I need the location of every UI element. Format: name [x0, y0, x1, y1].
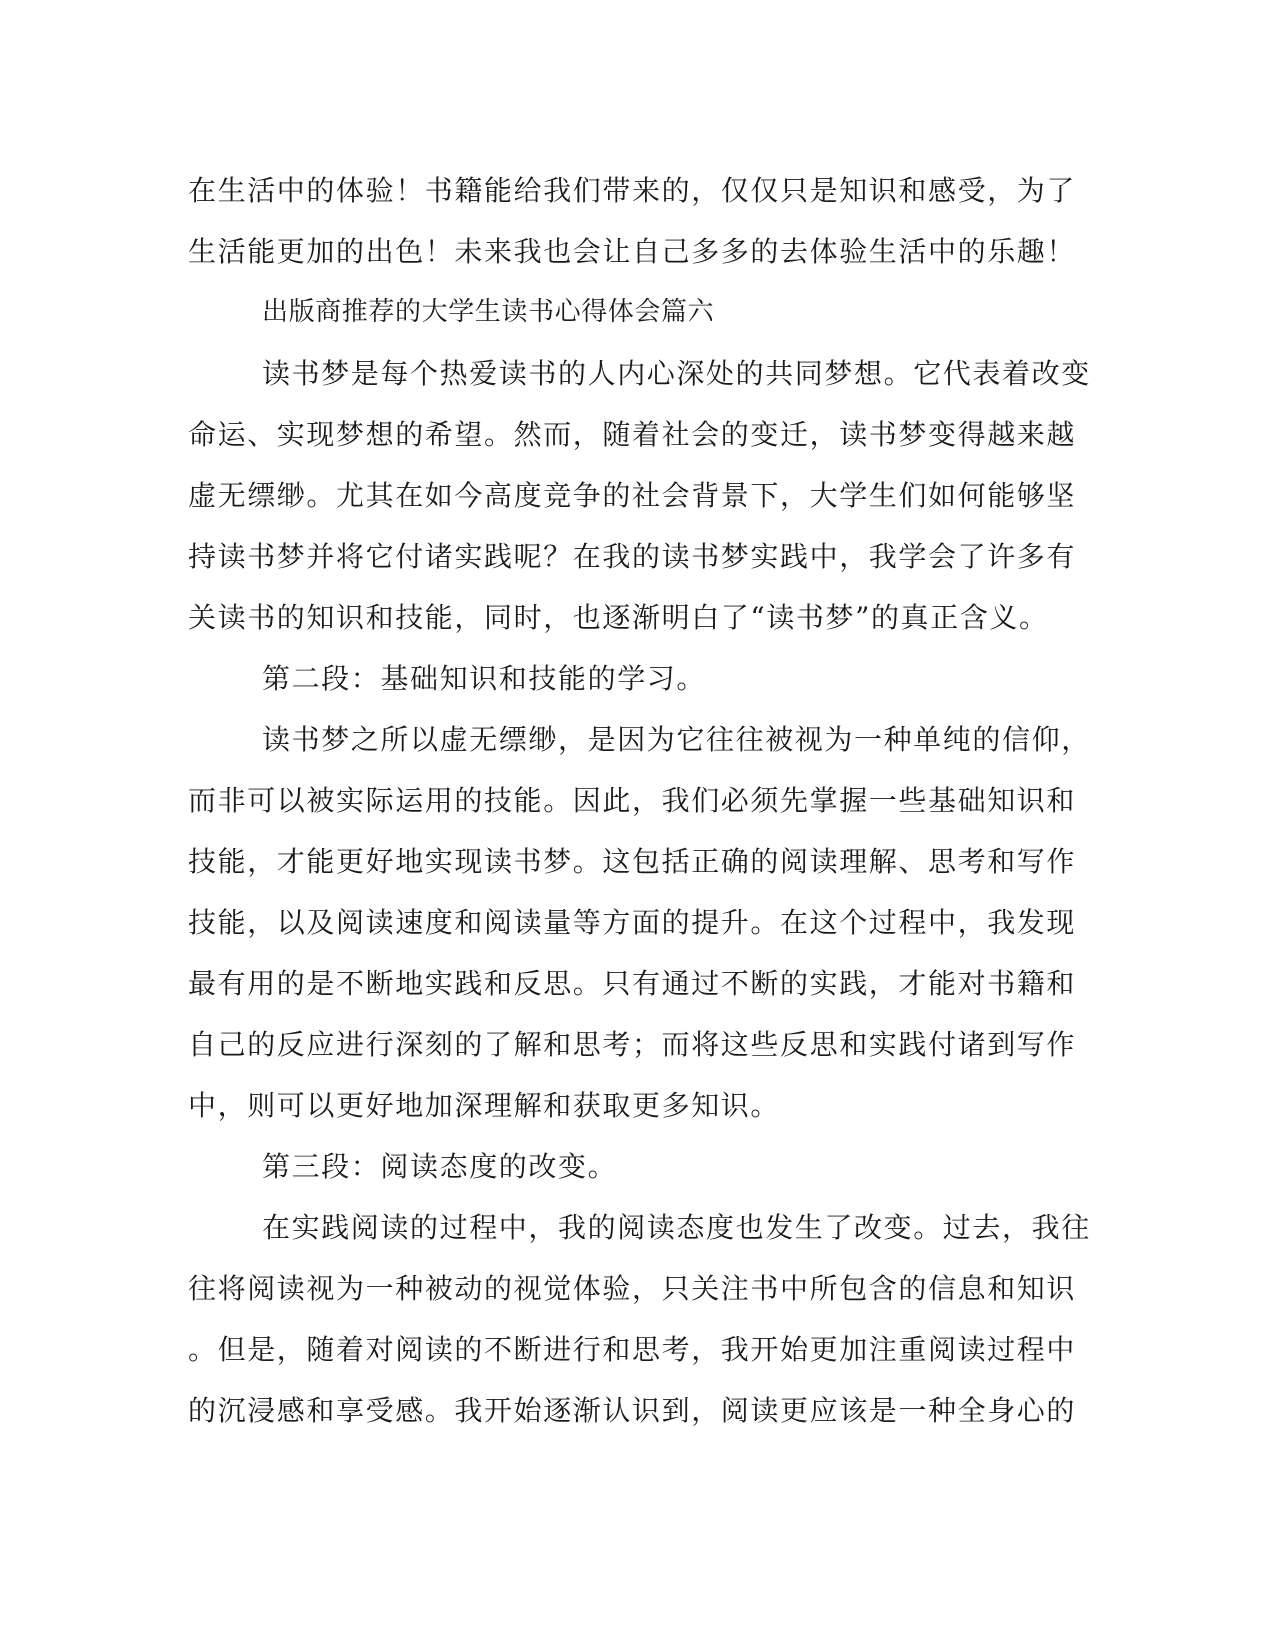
text-line: 技能，以及阅读速度和阅读量等方面的提升。在这个过程中，我发现: [188, 906, 1077, 939]
paragraph-intro: [188, 343, 1091, 648]
section-heading-3: [188, 1136, 1088, 1197]
text-line: 自己的反应进行深刻的了解和思考；而将这些反思和实践付诸到写作: [188, 1028, 1077, 1061]
text-line: 技能，才能更好地实现读书梦。这包括正确的阅读理解、思考和写作: [188, 845, 1077, 878]
paragraph-attitude: [188, 1197, 1091, 1441]
text-line: 而非可以被实际运用的技能。因此，我们必须先掌握一些基础知识和: [188, 784, 1077, 817]
section-heading-2: [188, 648, 1088, 709]
text-line: 中，则可以更好地加深理解和获取更多知识。: [188, 1089, 781, 1122]
text-line: 虚无缥缈。尤其在如今高度竞争的社会背景下，大学生们如何能够坚: [188, 479, 1077, 512]
section-title: [188, 282, 1088, 343]
text-line: 命运、实现梦想的希望。然而，随着社会的变迁，读书梦变得越来越: [188, 418, 1077, 451]
text-line: 读书梦之所以虚无缥缈，是因为它往往被视为一种单纯的信仰，: [262, 723, 1091, 756]
paragraph-continuation: [188, 160, 1088, 282]
text-line: 持读书梦并将它付诸实践呢？在我的读书梦实践中，我学会了许多有: [188, 540, 1077, 573]
text-line: 往将阅读视为一种被动的视觉体验，只关注书中所包含的信息和知识: [188, 1272, 1077, 1305]
heading-line: 第二段：基础知识和技能的学习。: [262, 662, 707, 695]
title-line: 出版商推荐的大学生读书心得体会篇六: [262, 297, 715, 327]
text-line: 生活能更加的出色！未来我也会让自己多多的去体验生活中的乐趣！: [188, 235, 1077, 268]
text-line: 在生活中的体验！书籍能给我们带来的，仅仅只是知识和感受，为了: [188, 174, 1077, 207]
text-line: 在实践阅读的过程中，我的阅读态度也发生了改变。过去，我往: [262, 1211, 1091, 1244]
text-line: 关读书的知识和技能，同时，也逐渐明白了“读书梦”的真正含义。: [188, 601, 1049, 634]
text-line: 最有用的是不断地实践和反思。只有通过不断的实践，才能对书籍和: [188, 967, 1077, 1000]
document-body: [188, 160, 1091, 1441]
text-line: 。但是，随着对阅读的不断进行和思考，我开始更加注重阅读过程中: [188, 1333, 1077, 1366]
heading-line: 第三段：阅读态度的改变。: [262, 1150, 618, 1183]
text-line: 读书梦是每个热爱读书的人内心深处的共同梦想。它代表着改变: [262, 357, 1091, 390]
paragraph-basics: [188, 709, 1091, 1136]
text-line: 的沉浸感和享受感。我开始逐渐认识到，阅读更应该是一种全身心的: [188, 1394, 1077, 1427]
